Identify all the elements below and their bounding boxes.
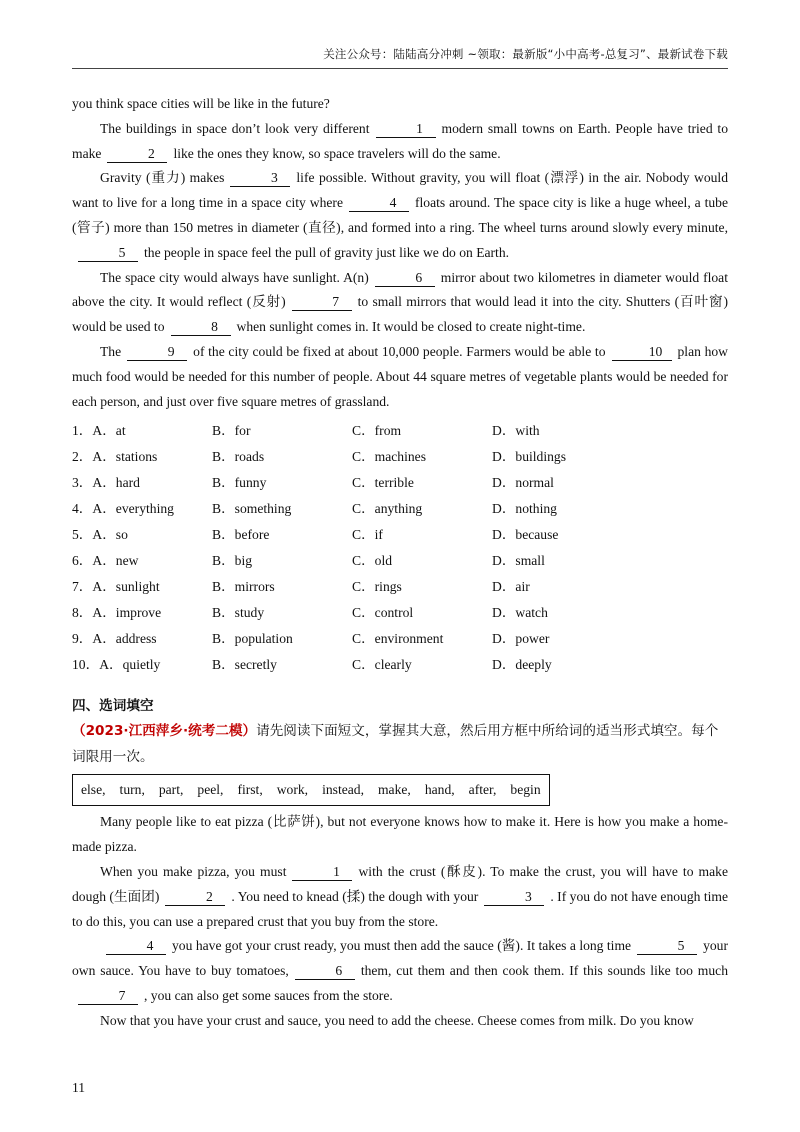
option-row-5: [72, 522, 728, 548]
option-3a[interactable]: 3．A．hard: [72, 475, 140, 491]
pizza-paragraph-1: Many people like to eat pizza (比萨饼), but not everyone knows how to make it. Here is how you make a home-made pizza.: [72, 814, 728, 855]
option-row-6: [72, 548, 728, 574]
option-9c[interactable]: C．environment: [352, 631, 444, 647]
blank-1[interactable]: 1: [376, 121, 436, 138]
word-item: first,: [237, 782, 263, 798]
passage-paragraph-4: The 9 of the city could be fixed at about 10,000 people. Farmers would be able to 10 plan how much food would be needed for this number of people. About 44 square metres of vegetable plants would be needed for each person, and just over five square metres of grassland.: [72, 343, 728, 409]
option-10a[interactable]: 10．A．quietly: [72, 657, 161, 673]
option-5a[interactable]: 5．A．so: [72, 527, 128, 543]
passage-line: you think space cities will be like in the future?: [72, 96, 330, 111]
word-item: after,: [468, 782, 497, 798]
word-item: make,: [377, 782, 411, 798]
option-10d[interactable]: D．deeply: [492, 657, 552, 673]
option-7a[interactable]: 7．A．sunlight: [72, 579, 160, 595]
option-9a[interactable]: 9．A．address: [72, 631, 157, 647]
pizza-paragraph-2: When you make pizza, you must 1 with the crust (酥皮). To make the crust, you will have to make dough (生面团) 2 . You need to knead (揉) the dough with your 3 . If you do not have enough time to do this, you can use a prepared crust that you buy from the store.: [72, 863, 729, 929]
blank-3[interactable]: 3: [230, 170, 290, 187]
blank-9[interactable]: 9: [127, 344, 187, 361]
pizza-blank-5[interactable]: 5: [637, 938, 697, 955]
option-8c[interactable]: C．control: [352, 605, 414, 621]
passage-paragraph-2: Gravity (重力) makes 3 life possible. Without gravity, you will float (漂浮) in the air. Nobody would want to live for a long time in a space city where 4 floats around. The space city is like a huge wheel, a tube (管子) more than 150 metres in diameter (直径), and formed into a ring. The wheel turns around slowly every minute,5 the people in space feel the pull of gravity just like we do on Earth.: [72, 170, 728, 260]
pizza-blank-3[interactable]: 3: [484, 889, 544, 906]
option-row-10: [72, 652, 728, 678]
option-row-9: [72, 626, 728, 652]
page-header: 关注公众号：陆陆高分冲刺 ~领取：最新版“小中高考-总复习”、最新试卷下载: [323, 47, 728, 61]
blank-10[interactable]: 10: [612, 344, 672, 361]
page-number: 11: [72, 1080, 86, 1095]
option-row-3: [72, 470, 728, 496]
option-7d[interactable]: D．air: [492, 579, 530, 595]
option-2c[interactable]: C．machines: [352, 449, 426, 465]
pizza-blank-4[interactable]: 4: [106, 938, 166, 955]
option-row-7: [72, 574, 728, 600]
option-5c[interactable]: C．if: [352, 527, 383, 543]
word-item: else,: [81, 782, 106, 798]
option-3c[interactable]: C．terrible: [352, 475, 414, 491]
word-item: part,: [158, 782, 184, 798]
option-row-8: [72, 600, 728, 626]
option-5d[interactable]: D．because: [492, 527, 559, 543]
option-10c[interactable]: C．clearly: [352, 657, 412, 673]
option-row-2: [72, 444, 728, 470]
document-body: [72, 92, 728, 1034]
pizza-paragraph-3: 4 you have got your crust ready, you must then add the sauce (酱). It takes a long time 5 your own sauce. You have to buy tomatoes, 6 them, cut them and then cook them. If this sounds like too much7 , you can also get some sauces from the store.: [72, 938, 728, 1003]
option-2d[interactable]: D．buildings: [492, 449, 567, 465]
passage-paragraph-3: The space city would always have sunlight. A(n) 6 mirror about two kilometres in diameter would float above the city. It would reflect (反射) 7 to small mirrors that would lead it into the city. Shutters (百叶窗) would be used to 8 when sunlight comes in. It would be closed to create night-time.: [72, 269, 728, 335]
blank-8[interactable]: 8: [171, 319, 231, 336]
pizza-blank-1[interactable]: 1: [292, 864, 352, 881]
blank-6[interactable]: 6: [375, 270, 435, 287]
option-8b[interactable]: B．study: [212, 605, 265, 621]
option-7c[interactable]: C．rings: [352, 579, 402, 595]
option-2b[interactable]: B．roads: [212, 449, 265, 465]
option-7b[interactable]: B．mirrors: [212, 579, 275, 595]
word-item: instead,: [322, 782, 364, 798]
word-item: peel,: [197, 782, 224, 798]
header-divider: [72, 68, 728, 69]
option-1d[interactable]: D．with: [492, 423, 540, 439]
option-9d[interactable]: D．power: [492, 631, 550, 647]
option-1c[interactable]: C．from: [352, 423, 402, 439]
option-row-1: [72, 418, 728, 444]
option-4b[interactable]: B．something: [212, 501, 292, 517]
section-title: 四、选词填空: [72, 698, 154, 715]
word-box: [72, 774, 550, 806]
word-item: begin: [510, 782, 541, 798]
blank-5[interactable]: 5: [78, 245, 138, 262]
option-2a[interactable]: 2．A．stations: [72, 449, 158, 465]
word-item: turn,: [119, 782, 145, 798]
pizza-blank-2[interactable]: 2: [165, 889, 225, 906]
section-instruction: （2023·江西萍乡·统考二模）请先阅读下面短文，掌握其大意，然后用方框中所给词的适当形式填空。每个词限用一次。: [72, 723, 719, 766]
blank-4[interactable]: 4: [349, 195, 409, 212]
blank-2[interactable]: 2: [107, 146, 167, 163]
option-8d[interactable]: D．watch: [492, 605, 548, 621]
pizza-paragraph-4: Now that you have your crust and sauce, you need to add the cheese. Cheese comes from milk. Do you know: [100, 1012, 694, 1028]
option-row-4: [72, 496, 728, 522]
source-label: （2023·江西萍乡·统考二模）: [72, 723, 257, 740]
option-4a[interactable]: 4．A．everything: [72, 501, 174, 517]
blank-7[interactable]: 7: [292, 294, 352, 311]
option-3d[interactable]: D．normal: [492, 475, 554, 491]
option-4c[interactable]: C．anything: [352, 501, 423, 517]
option-5b[interactable]: B．before: [212, 527, 270, 543]
word-item: hand,: [424, 782, 455, 798]
option-6b[interactable]: B．big: [212, 553, 253, 569]
answer-options: [72, 418, 728, 678]
pizza-blank-7[interactable]: 7: [78, 988, 138, 1005]
option-6c[interactable]: C．old: [352, 553, 393, 569]
option-6a[interactable]: 6．A．new: [72, 553, 139, 569]
option-4d[interactable]: D．nothing: [492, 501, 557, 517]
word-item: work,: [276, 782, 309, 798]
option-1b[interactable]: B．for: [212, 423, 251, 439]
passage-paragraph-1: The buildings in space don’t look very different 1 modern small towns on Earth. People have tried to make 2 like the ones they know, so space travelers will do the same.: [72, 120, 729, 161]
option-8a[interactable]: 8．A．improve: [72, 605, 162, 621]
pizza-blank-6[interactable]: 6: [295, 963, 355, 980]
option-3b[interactable]: B．funny: [212, 475, 267, 491]
option-9b[interactable]: B．population: [212, 631, 293, 647]
option-10b[interactable]: B．secretly: [212, 657, 277, 673]
option-6d[interactable]: D．small: [492, 553, 545, 569]
option-1a[interactable]: 1．A．at: [72, 423, 126, 439]
